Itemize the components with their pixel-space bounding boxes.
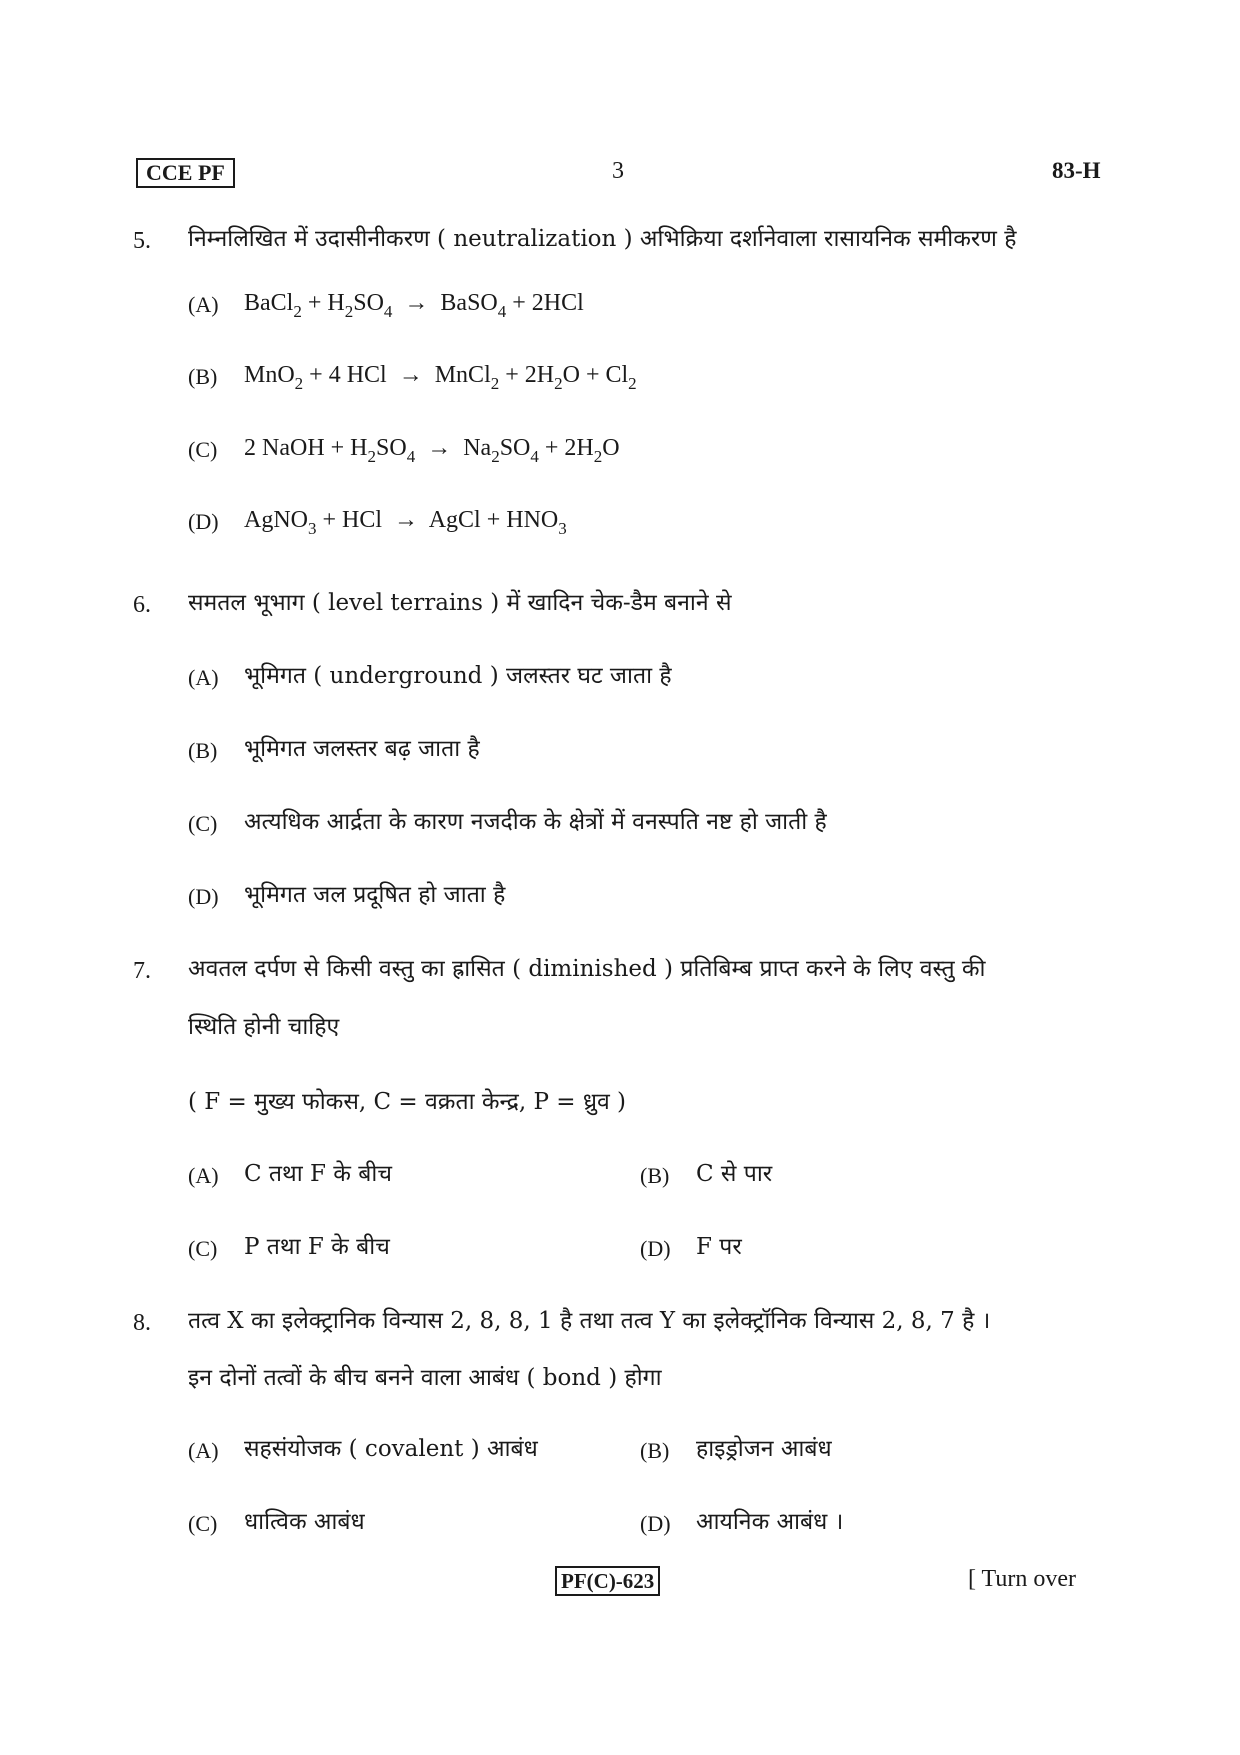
option-text: सहसंयोजक ( covalent ) आबंध — [244, 1436, 538, 1462]
turn-over-note: [ Turn over — [968, 1566, 1077, 1592]
footer-code-box: PF(C)-623 — [555, 1566, 660, 1596]
option-equation: AgNO$_3$ + HCl → AgCl + $HNO_3$ — [244, 507, 567, 538]
question-text-continued: स्थिति होनी चाहिए — [188, 1014, 340, 1040]
option-label: (B) — [640, 1438, 670, 1463]
symbol-legend: ( F = मुख्य फोकस, C = वक्रता केन्द्र, P = ध्रुव ) — [188, 1089, 627, 1115]
option-text: C से पार — [696, 1161, 773, 1187]
option-text: हाइड्रोजन आबंध — [696, 1436, 832, 1462]
option-label: (B) — [640, 1163, 670, 1188]
option-text: P तथा F के बीच — [244, 1234, 390, 1260]
subject-code: 83-H — [1052, 158, 1101, 183]
option-text: भूमिगत जल प्रदूषित हो जाता है — [244, 882, 506, 908]
option-label: (C) — [188, 811, 218, 836]
page-number: 3 — [612, 158, 624, 184]
question-text: तत्व X का इलेक्ट्रानिक विन्यास 2, 8, 8, 1 है तथा तत्व Y का इलेक्ट्रॉनिक विन्यास 2, 8, 7 है । — [188, 1308, 991, 1334]
option-text: भूमिगत ( underground ) जलस्तर घट जाता है — [244, 663, 672, 689]
question-number: 5. — [133, 228, 151, 254]
question-text: अवतल दर्पण से किसी वस्तु का ह्रासित ( diminished ) प्रतिबिम्ब प्राप्त करने के लिए वस्तु की — [188, 956, 986, 982]
option-equation: MnO$_2$ + 4 HCl → MnCl$_2$ + $2H_2O + Cl_2$ — [244, 362, 637, 393]
option-label: (D) — [640, 1236, 671, 1261]
question-text: समतल भूभाग ( level terrains ) में खादिन चेक-डैम बनाने से — [188, 590, 732, 616]
option-label: (A) — [188, 665, 219, 690]
option-label: (B) — [188, 364, 218, 389]
option-label: (B) — [188, 738, 218, 763]
paper-code-box: CCE PF — [136, 158, 235, 188]
option-label: (A) — [188, 1163, 219, 1188]
question-text: निम्नलिखित में उदासीनीकरण ( neutralization ) अभिक्रिया दर्शानेवाला रासायनिक समीकरण है — [188, 226, 1017, 252]
option-equation: BaCl$_2$ + $H_2SO_4$ → BaSO$_4$ + 2HCl — [244, 290, 584, 321]
option-label: (C) — [188, 437, 218, 462]
question-number: 8. — [133, 1310, 151, 1336]
option-label: (C) — [188, 1236, 218, 1261]
option-label: (D) — [188, 884, 219, 909]
question-number: 6. — [133, 592, 151, 618]
option-label: (A) — [188, 1438, 219, 1463]
option-text: आयनिक आबंध । — [696, 1509, 844, 1535]
option-text: F पर — [696, 1234, 742, 1260]
option-label: (C) — [188, 1511, 218, 1536]
option-label: (D) — [188, 509, 219, 534]
option-text: C तथा F के बीच — [244, 1161, 392, 1187]
option-text: धात्विक आबंध — [244, 1509, 365, 1535]
option-label: (A) — [188, 292, 219, 317]
option-text: भूमिगत जलस्तर बढ़ जाता है — [244, 736, 480, 762]
question-number: 7. — [133, 958, 151, 984]
question-text-continued: इन दोनों तत्वों के बीच बनने वाला आबंध ( bond ) होगा — [188, 1365, 662, 1391]
option-equation: 2 NaOH + $H_2SO_4 \to Na_2SO_4 + 2H_2O$ — [244, 435, 620, 466]
option-text: अत्यधिक आर्द्रता के कारण नजदीक के क्षेत्रों में वनस्पति नष्ट हो जाती है — [244, 809, 827, 835]
option-label: (D) — [640, 1511, 671, 1536]
